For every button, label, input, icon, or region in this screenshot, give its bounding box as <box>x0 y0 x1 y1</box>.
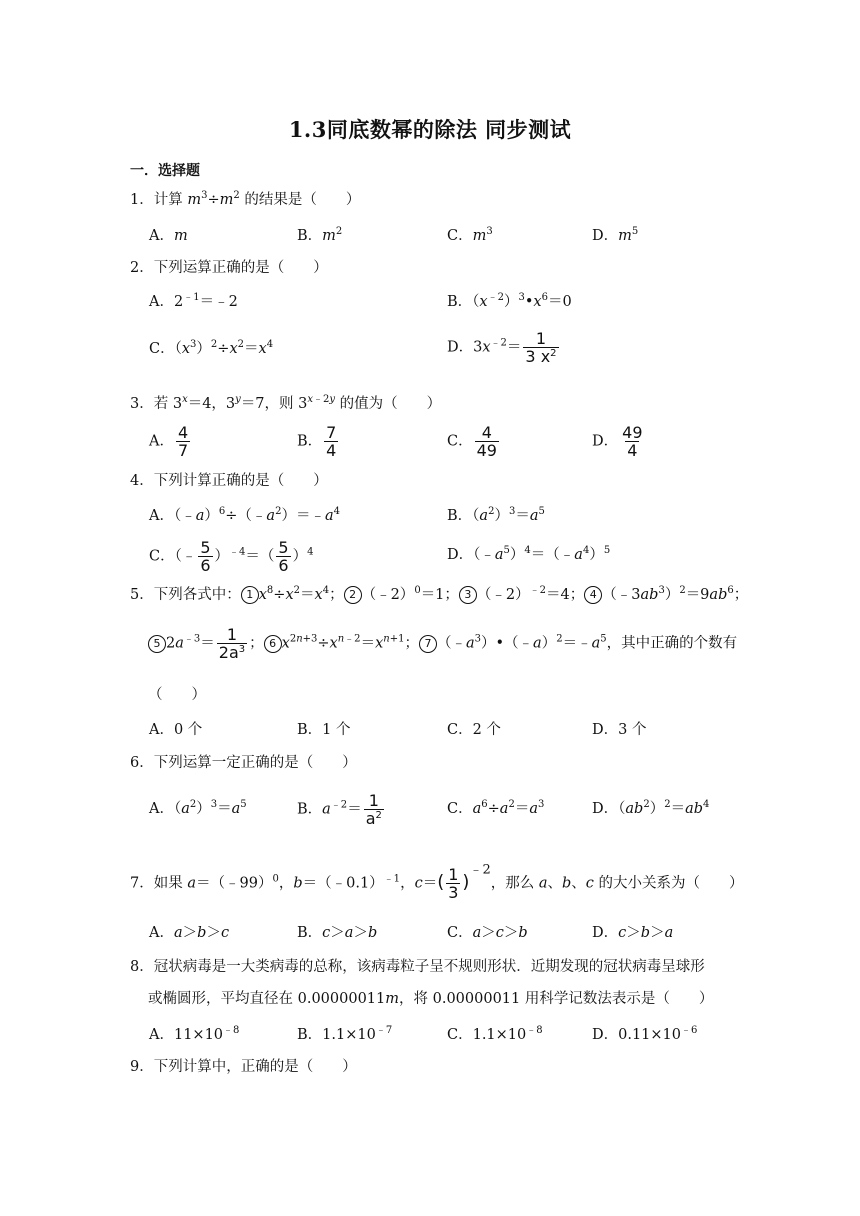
section-heading: 一．选择题 <box>130 163 200 179</box>
q5-option-d[interactable]: D．3 个 <box>592 722 647 738</box>
q5-option-a[interactable]: A．0 个 <box>149 722 203 738</box>
q2-option-d[interactable]: D．$3x^{﹣2}=$ $\frac{1}{3 x^2}$ <box>447 329 557 366</box>
q6-option-a[interactable]: A．$(a^2)^3=a^5$ <box>149 799 247 817</box>
q6-option-b[interactable]: B．$a^{﹣2}=$ $\frac{1}{a^2}$ <box>297 791 382 828</box>
q1-option-d[interactable]: D．$m^5$ <box>592 226 639 244</box>
question-5-line-3: （ ） <box>148 687 206 703</box>
q4-option-d[interactable]: D．$(﹣a^5)^4=(﹣a^4)^5$ <box>447 545 611 563</box>
question-3: 3．若 $3^x=4$，$3^y=7$，则 $3^{x﹣2y}$ 的值为（ ） <box>130 394 442 412</box>
q8-option-c[interactable]: C．$1.1\times 10^{﹣8}$ <box>447 1025 543 1043</box>
question-1: 1．计算 $m^3\div m^2$ 的结果是（ ） <box>130 190 361 208</box>
q1-option-a[interactable]: A．m <box>149 228 188 244</box>
q2-option-c[interactable]: C．$(x^3)^2\div x^2=x^4$ <box>149 339 274 357</box>
question-2: 2．下列运算正确的是（ ） <box>130 260 328 276</box>
q3-option-c[interactable]: C． $\frac{4}{49}$ <box>447 423 497 460</box>
q6-option-d[interactable]: D．$(ab^2)^2=ab^4$ <box>592 799 710 817</box>
q6-option-c[interactable]: C．$a^6\div a^2=a^3$ <box>447 799 545 817</box>
q4-option-b[interactable]: B．$(a^2)^3=a^5$ <box>447 506 545 524</box>
question-6: 6．下列运算一定正确的是（ ） <box>130 755 357 771</box>
q4-option-c[interactable]: C．（﹣ $\frac{5}{6}$ ）$^{﹣4}$＝（ $\frac{5}{6}$ ）$^4$ <box>149 538 314 575</box>
question-8-line-2: 或椭圆形，平均直径在 0.00000011m，将 0.00000011 用科学记数法表示是（ ） <box>148 991 714 1007</box>
question-9: 9．下列计算中，正确的是（ ） <box>130 1059 357 1075</box>
q1-option-b[interactable]: B．$m^2$ <box>297 226 343 244</box>
q8-option-a[interactable]: A．$11\times 10^{﹣8}$ <box>149 1025 240 1043</box>
q3-option-a[interactable]: A． $\frac{4}{7}$ <box>149 423 189 460</box>
question-7: 7．如果 a＝（﹣99）$^0$，b＝（﹣0.1）$^{﹣1}$，c＝( $\frac{1}{3}$ )$^{﹣2}$，那么 a、b、c 的大小关系为（ ） <box>130 862 744 902</box>
q7-option-b[interactable]: B．c＞a＞b <box>297 925 378 941</box>
q7-option-c[interactable]: C．a＞c＞b <box>447 925 528 941</box>
question-5-line-1: 5．下列各式中： 1 $x^8\div x^2=x^4$； 2 （﹣2）$^0$＝1； 3 （﹣2）$^{﹣2}$＝4； 4 $(﹣3ab^3)^2=9ab^6$； <box>130 585 749 603</box>
q1-option-c[interactable]: C．$m^3$ <box>447 226 493 244</box>
q3-option-b[interactable]: B． $\frac{7}{4}$ <box>297 423 337 460</box>
q5-option-c[interactable]: C．2 个 <box>447 722 501 738</box>
q7-option-a[interactable]: A．a＞b＞c <box>149 925 230 941</box>
q7-option-d[interactable]: D．c＞b＞a <box>592 925 674 941</box>
q3-option-d[interactable]: D． $\frac{49}{4}$ <box>592 423 643 460</box>
q2-option-b[interactable]: B．$(x^{﹣2})^3•x^6=0$ <box>447 292 572 310</box>
question-8-line-1: 8．冠状病毒是一大类病毒的总称，该病毒粒子呈不规则形状．近期发现的冠状病毒呈球形 <box>130 959 705 975</box>
q5-option-b[interactable]: B．1 个 <box>297 722 351 738</box>
q4-option-a[interactable]: A．$(﹣a)^6\div(﹣a^2)=﹣a^4$ <box>149 506 340 524</box>
page-title: 1.3同底数幂的除法 同步测试 <box>288 117 572 142</box>
q8-option-d[interactable]: D．$0.11\times 10^{﹣6}$ <box>592 1025 698 1043</box>
question-4: 4．下列计算正确的是（ ） <box>130 473 328 489</box>
question-5-line-2: 5 $2a^{﹣3}=$ $\frac{1}{2a^3}$ ； 6 $x^{2n+3}\div x^{n﹣2}=x^{n+1}$； 7 $(﹣a^3)•(﹣a)^2=﹣a^5$，其中正确的个数有 <box>148 626 737 661</box>
q2-option-a[interactable]: A．$2^{﹣1}=﹣2$ <box>149 292 238 310</box>
q8-option-b[interactable]: B．$1.1\times 10^{﹣7}$ <box>297 1025 393 1043</box>
